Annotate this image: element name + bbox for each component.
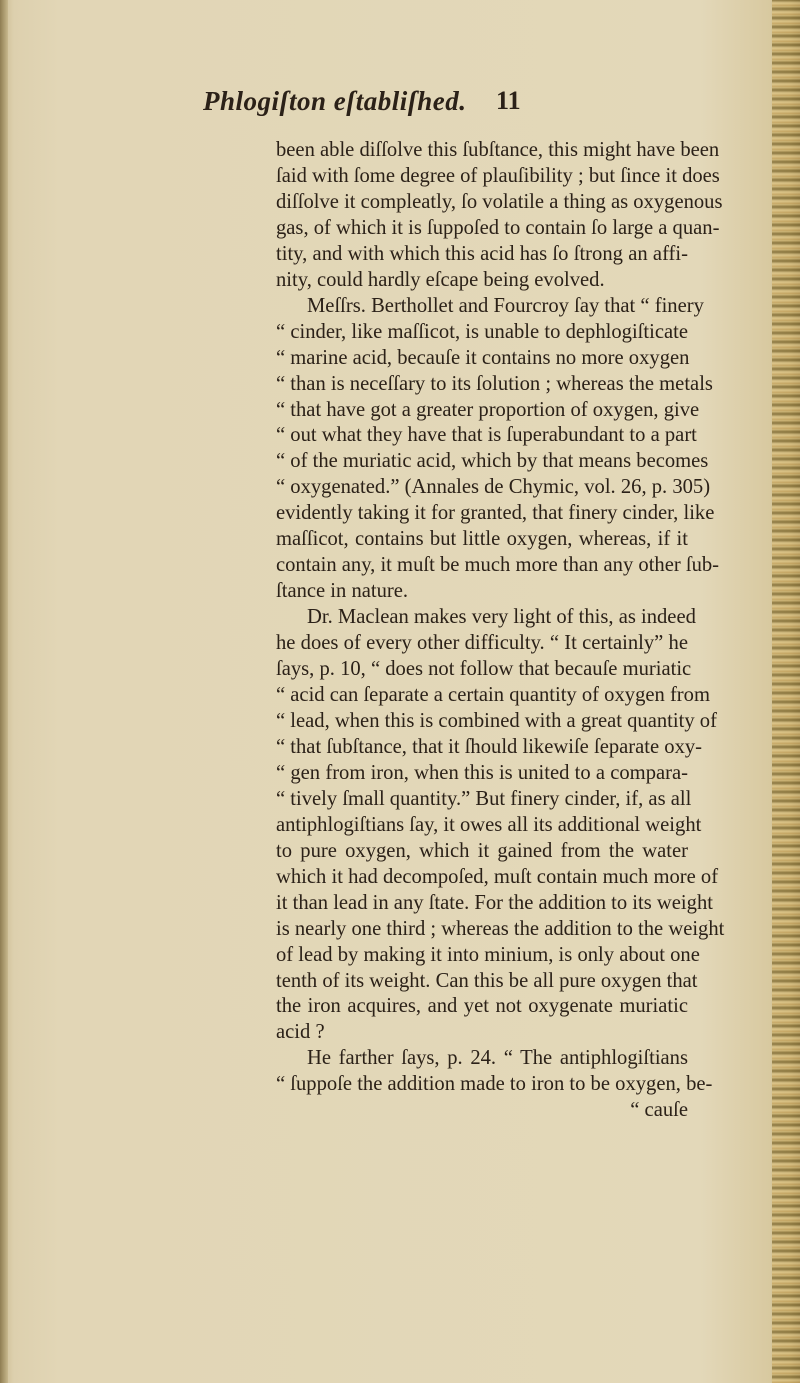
text-line: “ out what they have that is ſuperabundant to a part <box>276 424 697 447</box>
text-line: Dr. Maclean makes very light of this, as indeed <box>307 606 696 629</box>
text-line: been able diſſolve this ſubſtance, this might have been <box>276 139 720 161</box>
text-line: “ tively ſmall quantity.” But finery cinder, if, as all <box>276 787 692 810</box>
text-line: “ acid can ſeparate a certain quantity of oxygen from <box>276 684 710 707</box>
text-line: the iron acquires, and yet not oxygenate muriatic <box>276 995 688 1018</box>
text-line: ſays, p. 10, “ does not follow that becauſe muriatic <box>276 658 692 681</box>
text-line: he does of every other difficulty. “ It certainly” he <box>276 632 688 655</box>
text-line: to pure oxygen, which it gained from the water <box>276 839 688 862</box>
page-gutter <box>0 0 8 1383</box>
text-line: nity, could hardly eſcape being evolved. <box>276 268 605 291</box>
text-line: “ marine acid, becauſe it contains no more oxygen <box>276 346 690 369</box>
text-line: “ of the muriatic acid, which by that means becomes <box>276 450 709 473</box>
text-line: tity, and with which this acid has ſo ſtrong an affi- <box>276 242 688 265</box>
text-line: ſtance in nature. <box>276 580 409 603</box>
page-number: 11 <box>496 86 521 115</box>
text-line: antiphlogiſtians ſay, it owes all its additional weight <box>276 813 702 836</box>
text-line: evidently taking it for granted, that finery cinder, like <box>276 502 715 525</box>
page-edge <box>772 0 800 1383</box>
text-line: tenth of its weight. Can this be all pure oxygen that <box>276 969 698 992</box>
text-line: “ lead, when this is combined with a great quantity of <box>276 709 717 732</box>
text-line: ſaid with ſome degree of plauſibility ; but ſince it does <box>276 164 720 187</box>
text-line: Meſſrs. Berthollet and Fourcroy ſay that “ finery <box>307 294 704 317</box>
text-line: acid ? <box>276 1021 325 1044</box>
text-line: “ cinder, like maſſicot, is unable to dephlogiſticate <box>276 320 688 343</box>
text-line: diſſolve it compleatly, ſo volatile a thing as oxygenous <box>276 190 723 213</box>
text-line: “ ſuppoſe the addition made to iron to be oxygen, be- <box>276 1073 713 1096</box>
page-header <box>0 86 800 126</box>
text-line: of lead by making it into minium, is only about one <box>276 943 700 966</box>
running-title: Phlogiſton eſtabliſhed. <box>203 86 467 116</box>
text-line: “ that ſubſtance, that it ſhould likewiſe ſeparate oxy- <box>276 735 703 758</box>
text-line: He farther ſays, p. 24. “ The antiphlogiſtians <box>307 1047 688 1070</box>
text-line: “ that have got a greater proportion of oxygen, give <box>276 398 700 421</box>
text-line: “ oxygenated.” (Annales de Chymic, vol. 26, p. 305) <box>276 476 711 499</box>
text-line: maſſicot, contains but little oxygen, whereas, if it <box>276 528 688 551</box>
body-text <box>276 138 725 1124</box>
catchword: “ cauſe <box>630 1099 688 1122</box>
text-line: it than lead in any ſtate. For the addition to its weight <box>276 891 713 914</box>
text-line: is nearly one third ; whereas the addition to the weight <box>276 917 725 940</box>
text-line: “ gen from iron, when this is united to a compara- <box>276 761 688 784</box>
text-line: which it had decompoſed, muſt contain much more of <box>276 865 719 888</box>
text-line: “ than is neceſſary to its ſolution ; whereas the metals <box>276 372 713 395</box>
text-line: gas, of which it is ſuppoſed to contain ſo large a quan- <box>276 216 720 239</box>
text-line: contain any, it muſt be much more than any other ſub- <box>276 554 720 577</box>
